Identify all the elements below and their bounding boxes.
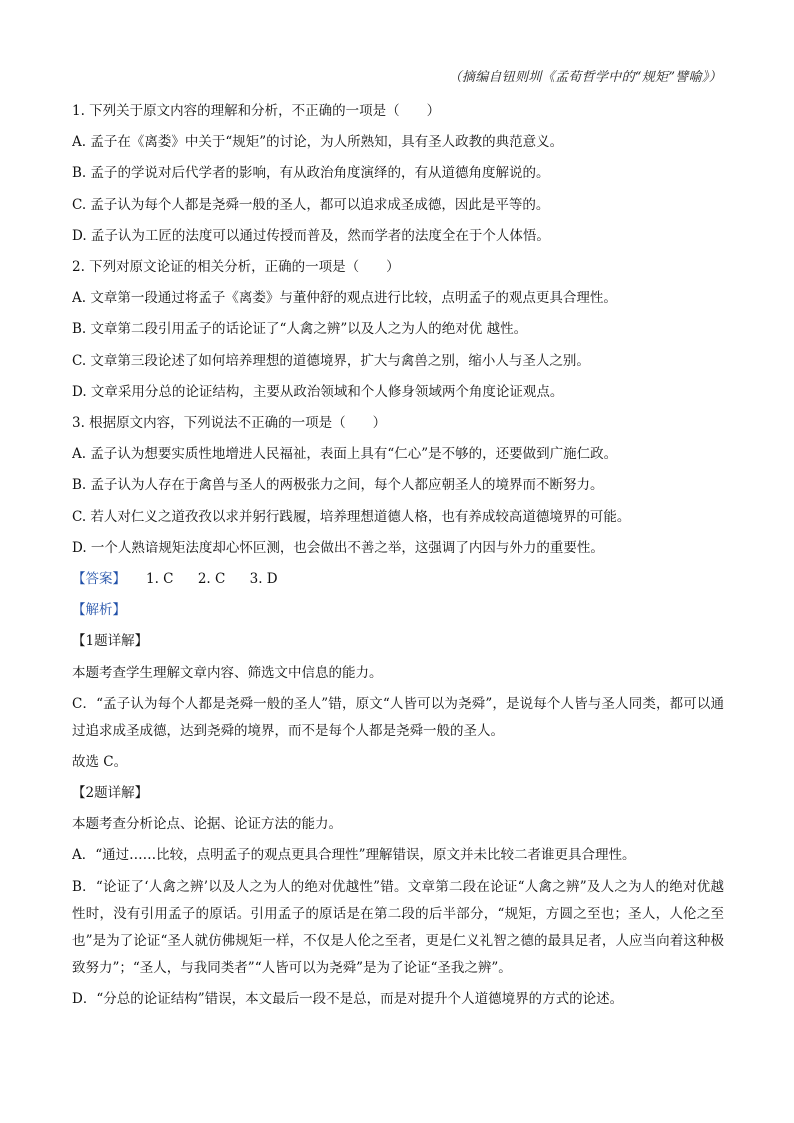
source-citation: （摘编自钮则圳《孟荀哲学中的“规矩”譬喻》） xyxy=(448,70,722,85)
question-2-option-c: C. 文章第三段论述了如何培养理想的道德境界，扩大与禽兽之别，缩小人与圣人之别。 xyxy=(72,352,590,369)
detail-1-body: C．“孟子认为每个人都是尧舜一般的圣人”错，原文“人皆可以为尧舜”，是说每个人皆与圣人同类，都可以通过追求成圣成德，达到尧舜的境界，而不是每个人都是尧舜一般的圣人。 xyxy=(72,695,724,739)
detail-1-conclusion: 故选 C。 xyxy=(72,753,128,770)
detail-2 xyxy=(72,778,724,1015)
question-1-option-d: D. 孟子认为工匠的法度可以通过传授而普及，然而学者的法度全在于个人体悟。 xyxy=(72,227,550,244)
detail-2-option-d: D．“分总的论证结构”错误，本文最后一段不是总，而是对提升个人道德境界的方式的论述。 xyxy=(72,990,624,1007)
detail-1-label: 【1题详解】 xyxy=(72,633,149,650)
detail-2-option-b: B．“论证了‘人禽之辨’以及人之为人的绝对优越性”错。文章第二段在论证“人禽之辨”及人之为人的绝对优越性时，没有引用孟子的原话。引用孟子的原话是在第二段的后半部分，“规矩，方圆之至也；圣人，人伦之至也”是为了论证“圣人就仿佛规矩一样，不仅是人伦之至者，更是仁义礼智之德的最具足者，人应当向着这种极致努力”；“圣人，与我同类者”“人皆可以为尧舜”是为了论证“圣我之辨”。 xyxy=(72,878,724,976)
answer-item: 2. C xyxy=(197,571,226,588)
detail-2-label: 【2题详解】 xyxy=(72,785,149,802)
detail-1-intro: 本题考查学生理解文章内容、筛选文中信息的能力。 xyxy=(72,664,383,681)
detail-1 xyxy=(72,626,724,778)
question-3 xyxy=(72,408,724,564)
question-3-option-d: D. 一个人熟谙规矩法度却心怀叵测，也会做出不善之举，这强调了内因与外力的重要性。 xyxy=(72,539,604,556)
question-2-option-b: B. 文章第二段引用孟子的话论证了“人禽之辨”以及人之为人的绝对优 越性。 xyxy=(72,321,528,338)
question-3-option-b: B. 孟子认为人存在于禽兽与圣人的两极张力之间，每个人都应朝圣人的境界而不断努力。 xyxy=(72,477,604,494)
question-1-option-c: C. 孟子认为每个人都是尧舜一般的圣人，都可以追求成圣成德，因此是平等的。 xyxy=(72,196,550,213)
detail-2-option-a: A．“通过……比较，点明孟子的观点更具合理性”理解错误，原文并未比较二者谁更具合理性。 xyxy=(72,847,636,864)
question-3-option-c: C. 若人对仁义之道孜孜以求并躬行践履，培养理想道德人格，也有养成较高道德境界的可能。 xyxy=(72,508,631,525)
answer-label: 【答案】 xyxy=(72,571,126,588)
detail-2-intro: 本题考查分析论点、论据、论证方法的能力。 xyxy=(72,816,342,833)
question-2-option-a: A. 文章第一段通过将孟子《离娄》与董仲舒的观点进行比较，点明孟子的观点更具合理性。 xyxy=(72,290,617,307)
question-3-stem: 3. 根据原文内容，下列说法不正确的一项是（ ） xyxy=(72,415,387,432)
question-2 xyxy=(72,252,724,408)
question-2-stem: 2. 下列对原文论证的相关分析，正确的一项是（ ） xyxy=(72,259,400,276)
answer-item: 1. C xyxy=(146,571,174,588)
analysis-label: 【解析】 xyxy=(72,602,126,619)
document-body xyxy=(72,96,724,1015)
question-1-stem: 1. 下列关于原文内容的理解和分析，不正确的一项是（ ） xyxy=(72,103,441,119)
answer-line xyxy=(72,564,724,595)
answer-item: 3. D xyxy=(249,571,278,588)
question-1-option-b: B. 孟子的学说对后代学者的影响，有从政治角度演绎的，有从道德角度解说的。 xyxy=(72,165,550,182)
question-3-option-a: A. 孟子认为想要实质性地增进人民福祉，表面上具有“仁心”是不够的，还要做到广施仁政。 xyxy=(72,446,618,463)
question-1 xyxy=(72,96,724,252)
question-2-option-d: D. 文章采用分总的论证结构，主要从政治领域和个人修身领域两个角度论证观点。 xyxy=(72,383,564,400)
question-1-option-a: A. 孟子在《离娄》中关于“规矩”的讨论，为人所熟知，具有圣人政教的典范意义。 xyxy=(72,134,564,151)
